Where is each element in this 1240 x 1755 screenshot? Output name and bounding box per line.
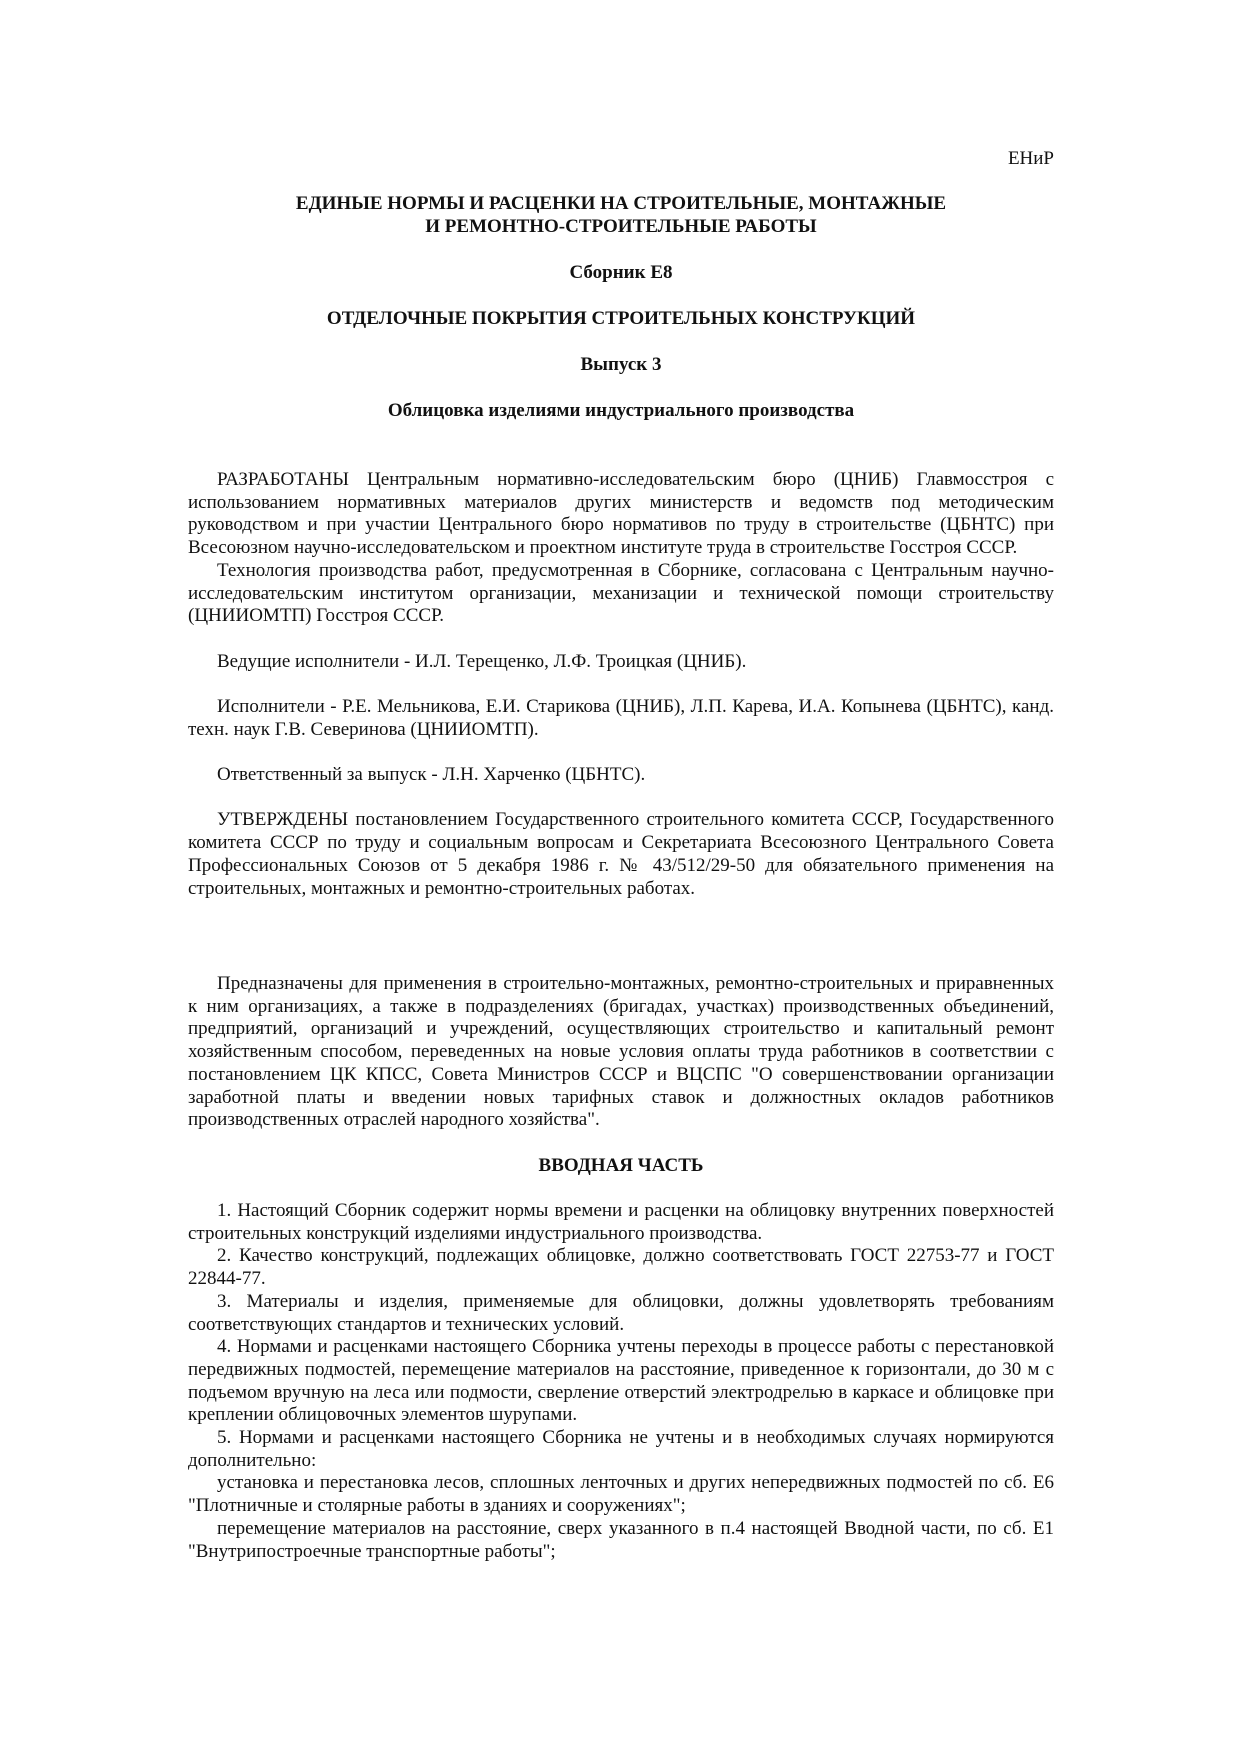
intro-paragraph: перемещение материалов на расстояние, сверх указанного в п.4 настоящей Вводной части, по сб. Е1 "Внутрипостроечные транспортные работы";: [188, 1517, 1054, 1562]
intro-paragraph: установка и перестановка лесов, сплошных ленточных и других непередвижных подмостей по сб. Е6 "Плотничные и столярные работы в зданиях и сооружениях";: [188, 1472, 1054, 1517]
collection-number: Сборник Е8: [569, 262, 673, 283]
issue-title: Облицовка изделиями индустриального производства: [387, 400, 855, 421]
intended-section: [188, 973, 1054, 1132]
collection-title: ОТДЕЛОЧНЫЕ ПОКРЫТИЯ СТРОИТЕЛЬНЫХ КОНСТРУКЦИЙ: [326, 308, 916, 329]
credits-section: [188, 469, 1054, 900]
intended-paragraph: Предназначены для применения в строительно-монтажных, ремонтно-строительных и приравненных к ним организациях, а также в подразделениях (бригадах, участках) производственных объединений, предприятий, организаций и учреждений, осуществляющих строительство и капитальный ремонт хозяйственным способом, переведенных на новые условия оплаты труда работников в соответствии с постановлением ЦК КПСС, Совета Министров СССР и ВЦСПС "О совершенствовании организации заработной платы и введении новых тарифных ставок и должностных окладов работников производственных отраслей народного хозяйства".: [188, 973, 1054, 1131]
intro-paragraph: 2. Качество конструкций, подлежащих облицовке, должно соответствовать ГОСТ 22753-77 и ГОСТ 22844-77.: [188, 1245, 1054, 1290]
document-code: ЕНиР: [1007, 148, 1054, 169]
issue-number: Выпуск 3: [580, 354, 662, 375]
intro-paragraph: 3. Материалы и изделия, применяемые для облицовки, должны удовлетворять требованиям соответствующих стандартов и технических условий.: [188, 1290, 1054, 1335]
document-title: [188, 193, 1054, 238]
title-line-2: И РЕМОНТНО-СТРОИТЕЛЬНЫЕ РАБОТЫ: [425, 215, 817, 237]
executors-paragraph: Исполнители - Р.Е. Мельникова, Е.И. Старикова (ЦНИБ), Л.П. Карева, И.А. Копынева (ЦБНТС), канд. техн. наук Г.В. Северинова (ЦНИИОМТП).: [188, 696, 1054, 740]
responsible-paragraph: Ответственный за выпуск - Л.Н. Харченко (ЦБНТС).: [217, 764, 646, 786]
title-line-1: ЕДИНЫЕ НОРМЫ И РАСЦЕНКИ НА СТРОИТЕЛЬНЫЕ, МОНТАЖНЫЕ: [295, 193, 947, 214]
intro-paragraph: 1. Настоящий Сборник содержит нормы времени и расценки на облицовку внутренних поверхностей строительных конструкций изделиями индустриального производства.: [188, 1200, 1054, 1244]
intro-paragraph: 4. Нормами и расценками настоящего Сборника учтены переходы в процессе работы с перестановкой передвижных подмостей, перемещение материалов на расстояние, приведенное к горизонтали, до 30 м с подъемом вручную на леса или подмости, сверление отверстий электродрелью в каркасе и облицовке при креплении облицовочных элементов шурупами.: [188, 1336, 1054, 1426]
technology-paragraph: Технология производства работ, предусмотренная в Сборнике, согласована с Центральным научно-исследовательским институтом организации, механизации и технической помощи строительству (ЦНИИОМТП) Госстроя СССР.: [188, 559, 1054, 627]
intro-paragraph: 5. Нормами и расценками настоящего Сборника не учтены и в необходимых случаях нормируются дополнительно:: [188, 1427, 1054, 1471]
intro-heading: ВВОДНАЯ ЧАСТЬ: [538, 1155, 704, 1176]
intro-section: [188, 1200, 1054, 1563]
approved-paragraph: УТВЕРЖДЕНЫ постановлением Государственного строительного комитета СССР, Государственного комитета СССР по труду и социальным вопросам и Секретариата Всесоюзного Центрального Совета Профессиональных Союзов от 5 декабря 1986 г. № 43/512/29-50 для обязательного применения на строительных, монтажных и ремонтно-строительных работах.: [188, 809, 1054, 899]
developed-paragraph: РАЗРАБОТАНЫ Центральным нормативно-исследовательским бюро (ЦНИБ) Главмосстроя с использованием нормативных материалов других министерств и ведомств под методическим руководством и при участии Центрального бюро нормативов по труду в строительстве (ЦБНТС) при Всесоюзном научно-исследовательском и проектном институте труда в строительстве Госстроя СССР.: [188, 469, 1054, 559]
lead-executors-paragraph: Ведущие исполнители - И.Л. Терещенко, Л.Ф. Троицкая (ЦНИБ).: [217, 650, 747, 672]
